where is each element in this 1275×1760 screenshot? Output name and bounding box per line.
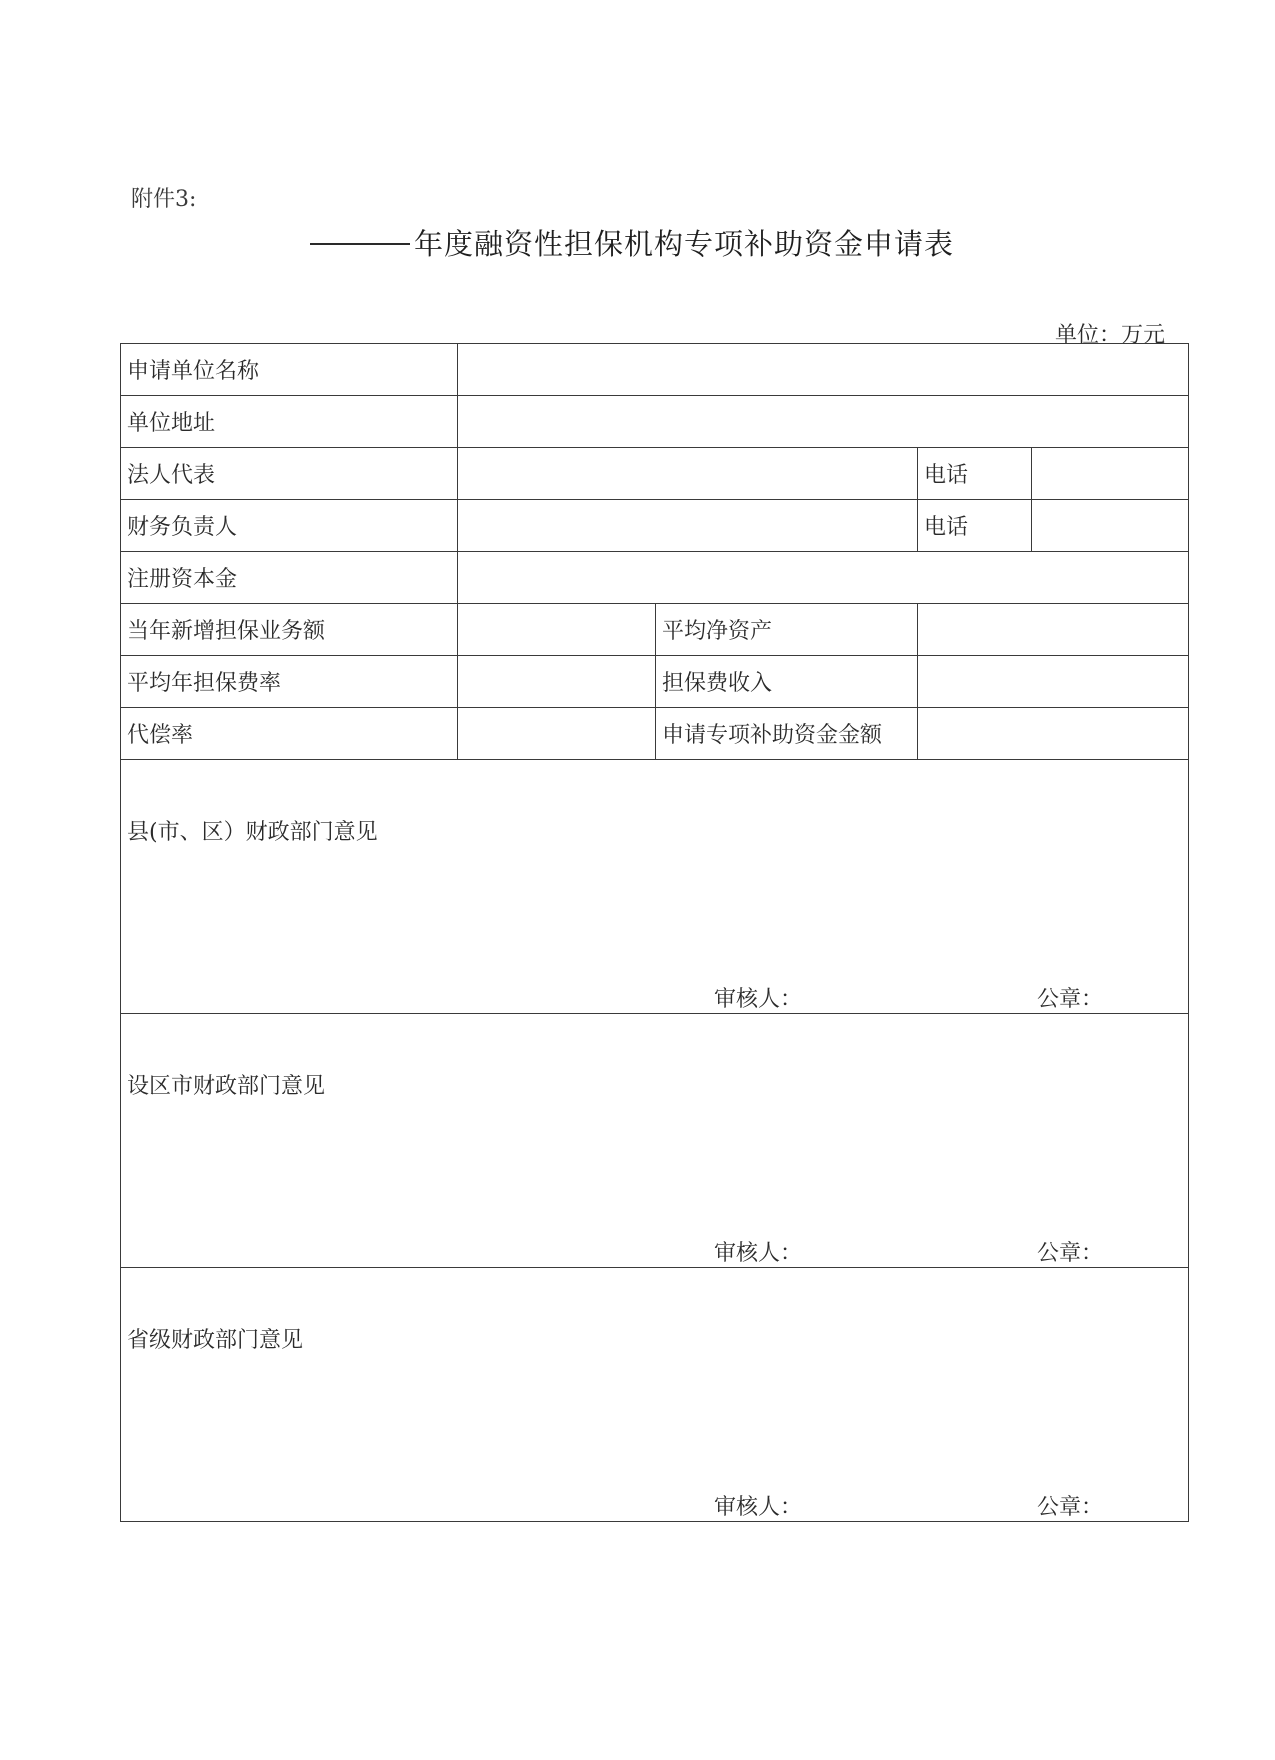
row-address xyxy=(121,396,1189,448)
county-seal-label: 公章： xyxy=(1037,987,1104,1012)
fee-income-label: 担保费收入 xyxy=(656,656,918,708)
new-guarantee-label: 当年新增担保业务额 xyxy=(121,604,458,656)
unit-label: 单位：万元 xyxy=(1055,323,1166,348)
new-guarantee-field[interactable] xyxy=(458,604,656,656)
form-title-text: 年度融资性担保机构专项补助资金申请表 xyxy=(414,227,955,261)
finance-head-phone-label: 电话 xyxy=(918,500,1032,552)
avg-fee-rate-label: 平均年担保费率 xyxy=(121,656,458,708)
row-province-opinion xyxy=(121,1268,1189,1522)
attachment-label: 附件3: xyxy=(131,187,197,212)
province-opinion-box[interactable] xyxy=(121,1268,1189,1522)
finance-head-label: 财务负责人 xyxy=(121,500,458,552)
applicant-name-field[interactable] xyxy=(458,344,1189,396)
application-table xyxy=(120,343,1189,1522)
row-compensation-rate xyxy=(121,708,1189,760)
row-new-guarantee xyxy=(121,604,1189,656)
county-opinion-label: 县(市、区）财政部门意见 xyxy=(127,820,378,845)
address-field[interactable] xyxy=(458,396,1189,448)
finance-head-phone-field[interactable] xyxy=(1032,500,1189,552)
legal-rep-phone-label: 电话 xyxy=(918,448,1032,500)
fee-income-field[interactable] xyxy=(918,656,1189,708)
legal-rep-phone-field[interactable] xyxy=(1032,448,1189,500)
registered-capital-label: 注册资本金 xyxy=(121,552,458,604)
row-city-opinion xyxy=(121,1014,1189,1268)
finance-head-field[interactable] xyxy=(458,500,918,552)
row-legal-rep xyxy=(121,448,1189,500)
row-avg-fee-rate xyxy=(121,656,1189,708)
year-blank-line xyxy=(310,243,410,245)
avg-fee-rate-field[interactable] xyxy=(458,656,656,708)
city-opinion-label: 设区市财政部门意见 xyxy=(127,1074,326,1099)
legal-rep-label: 法人代表 xyxy=(121,448,458,500)
row-finance-head xyxy=(121,500,1189,552)
row-registered-capital xyxy=(121,552,1189,604)
form-title xyxy=(310,222,954,263)
province-reviewer-label: 审核人： xyxy=(714,1495,803,1520)
row-county-opinion xyxy=(121,760,1189,1014)
requested-amount-label: 申请专项补助资金金额 xyxy=(656,708,918,760)
registered-capital-field[interactable] xyxy=(458,552,1189,604)
avg-net-assets-field[interactable] xyxy=(918,604,1189,656)
legal-rep-field[interactable] xyxy=(458,448,918,500)
county-reviewer-label: 审核人： xyxy=(714,987,803,1012)
compensation-rate-label: 代偿率 xyxy=(121,708,458,760)
city-seal-label: 公章： xyxy=(1037,1241,1104,1266)
province-opinion-label: 省级财政部门意见 xyxy=(127,1328,304,1353)
city-opinion-box[interactable] xyxy=(121,1014,1189,1268)
requested-amount-field[interactable] xyxy=(918,708,1189,760)
avg-net-assets-label: 平均净资产 xyxy=(656,604,918,656)
compensation-rate-field[interactable] xyxy=(458,708,656,760)
city-reviewer-label: 审核人： xyxy=(714,1241,803,1266)
address-label: 单位地址 xyxy=(121,396,458,448)
county-opinion-box[interactable] xyxy=(121,760,1189,1014)
province-seal-label: 公章： xyxy=(1037,1495,1104,1520)
row-applicant-name xyxy=(121,344,1189,396)
applicant-name-label: 申请单位名称 xyxy=(121,344,458,396)
